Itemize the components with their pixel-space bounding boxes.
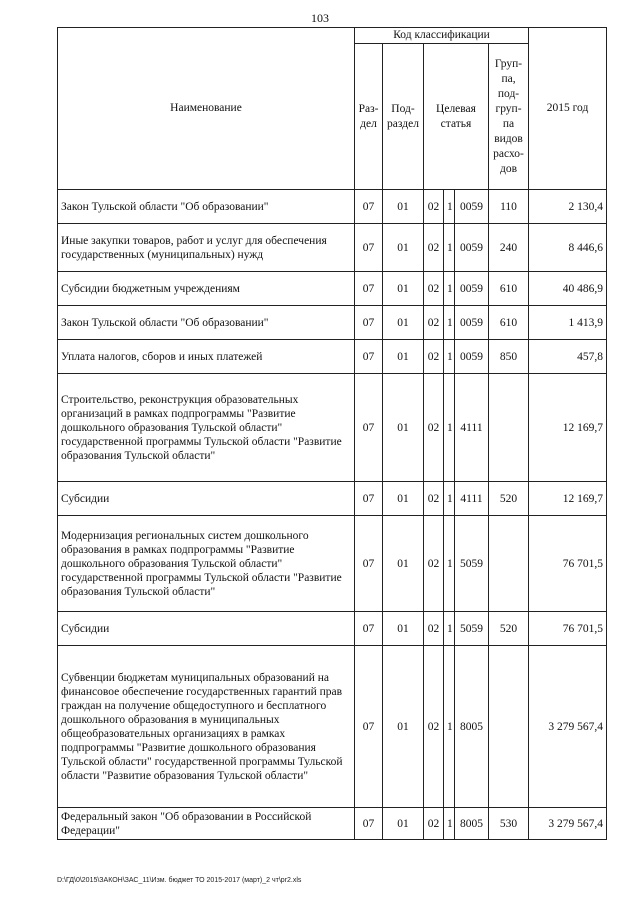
header-name: Наименование (58, 28, 355, 190)
row-target-program: 02 (424, 612, 444, 646)
header-row-top (58, 28, 607, 44)
table-row (58, 340, 607, 374)
row-subsection: 01 (383, 612, 424, 646)
row-amount: 3 279 567,4 (529, 646, 607, 808)
row-section: 07 (355, 646, 383, 808)
row-target-direction: 8005 (455, 646, 489, 808)
row-subsection: 01 (383, 808, 424, 840)
row-name: Субсидии (58, 612, 355, 646)
table-row (58, 306, 607, 340)
row-amount: 2 130,4 (529, 190, 607, 224)
table-row (58, 374, 607, 482)
row-target-program: 02 (424, 340, 444, 374)
row-target-direction: 0059 (455, 224, 489, 272)
row-target-program: 02 (424, 272, 444, 306)
row-expense-type (489, 374, 529, 482)
row-target-direction: 0059 (455, 190, 489, 224)
row-expense-type: 110 (489, 190, 529, 224)
row-subsection: 01 (383, 224, 424, 272)
row-expense-type: 240 (489, 224, 529, 272)
row-target-subprogram: 1 (444, 340, 455, 374)
table-row (58, 482, 607, 516)
footer-file-path: D:\ГД\0\2015\ЗАКОН\ЗАС_11\Изм. бюджет ТО 2015-2017 (март)_2 чт\pr2.xls (57, 877, 302, 884)
row-subsection: 01 (383, 482, 424, 516)
header-group: Груп-па, под-груп-па видов расхо-дов (489, 44, 529, 190)
row-target-subprogram: 1 (444, 272, 455, 306)
row-expense-type (489, 516, 529, 612)
row-section: 07 (355, 272, 383, 306)
row-target-direction: 0059 (455, 340, 489, 374)
row-target-subprogram: 1 (444, 374, 455, 482)
row-target-program: 02 (424, 516, 444, 612)
row-section: 07 (355, 340, 383, 374)
row-target-direction: 4111 (455, 482, 489, 516)
row-subsection: 01 (383, 374, 424, 482)
row-subsection: 01 (383, 646, 424, 808)
row-section: 07 (355, 374, 383, 482)
row-expense-type (489, 646, 529, 808)
row-amount: 76 701,5 (529, 516, 607, 612)
row-name: Субвенции бюджетам муниципальных образований на финансовое обеспечение государственных гарантий прав граждан на получение общедоступного и бесплатного дошкольного образования в муниципальных общеобразовательных организациях в рамках подпрограммы "Развитие дошкольного образования Тульской области" государственной программы Тульской области "Развитие образования Тульской области" (58, 646, 355, 808)
row-amount: 8 446,6 (529, 224, 607, 272)
row-section: 07 (355, 482, 383, 516)
row-expense-type: 610 (489, 306, 529, 340)
row-amount: 76 701,5 (529, 612, 607, 646)
row-subsection: 01 (383, 340, 424, 374)
row-section: 07 (355, 808, 383, 840)
row-target-subprogram: 1 (444, 224, 455, 272)
row-expense-type: 520 (489, 612, 529, 646)
page-number: 103 (311, 11, 329, 25)
row-name: Субсидии (58, 482, 355, 516)
row-expense-type: 530 (489, 808, 529, 840)
row-name: Закон Тульской области "Об образовании" (58, 306, 355, 340)
row-target-direction: 8005 (455, 808, 489, 840)
row-target-program: 02 (424, 482, 444, 516)
row-amount: 12 169,7 (529, 482, 607, 516)
row-target-direction: 5059 (455, 612, 489, 646)
header-target: Целевая статья (424, 44, 489, 190)
row-name: Строительство, реконструкция образовательных организаций в рамках подпрограммы "Развитие дошкольного образования Тульской области" государственной программы Тульской области "Развитие образования Тульской области" (58, 374, 355, 482)
row-target-program: 02 (424, 306, 444, 340)
row-target-subprogram: 1 (444, 646, 455, 808)
row-section: 07 (355, 612, 383, 646)
table-row (58, 224, 607, 272)
row-amount: 40 486,9 (529, 272, 607, 306)
row-name: Федеральный закон "Об образовании в Российской Федерации" (58, 808, 355, 840)
row-amount: 457,8 (529, 340, 607, 374)
row-target-direction: 5059 (455, 516, 489, 612)
row-target-program: 02 (424, 224, 444, 272)
row-target-program: 02 (424, 374, 444, 482)
row-section: 07 (355, 224, 383, 272)
row-name: Субсидии бюджетным учреждениям (58, 272, 355, 306)
row-subsection: 01 (383, 306, 424, 340)
row-expense-type: 520 (489, 482, 529, 516)
header-section: Раз-дел (355, 44, 383, 190)
row-target-subprogram: 1 (444, 516, 455, 612)
table-row (58, 516, 607, 612)
row-target-subprogram: 1 (444, 808, 455, 840)
row-target-subprogram: 1 (444, 190, 455, 224)
row-section: 07 (355, 306, 383, 340)
row-subsection: 01 (383, 272, 424, 306)
row-target-subprogram: 1 (444, 612, 455, 646)
header-subsection: Под-раздел (383, 44, 424, 190)
row-expense-type: 850 (489, 340, 529, 374)
row-amount: 12 169,7 (529, 374, 607, 482)
row-section: 07 (355, 516, 383, 612)
row-name: Закон Тульской области "Об образовании" (58, 190, 355, 224)
row-name: Модернизация региональных систем дошкольного образования в рамках подпрограммы "Развитие дошкольного образования Тульской области" государственной программы Тульской области "Развитие образования Тульской области" (58, 516, 355, 612)
row-target-program: 02 (424, 808, 444, 840)
row-expense-type: 610 (489, 272, 529, 306)
row-target-subprogram: 1 (444, 306, 455, 340)
header-year: 2015 год (529, 28, 607, 190)
row-target-direction: 0059 (455, 306, 489, 340)
budget-table (57, 27, 607, 840)
row-name: Иные закупки товаров, работ и услуг для обеспечения государственных (муниципальных) нужд (58, 224, 355, 272)
table-body (58, 190, 607, 840)
row-name: Уплата налогов, сборов и иных платежей (58, 340, 355, 374)
table-row (58, 612, 607, 646)
row-target-direction: 0059 (455, 272, 489, 306)
table-row (58, 272, 607, 306)
row-target-direction: 4111 (455, 374, 489, 482)
table-row (58, 190, 607, 224)
table-row (58, 808, 607, 840)
table-row (58, 646, 607, 808)
row-subsection: 01 (383, 516, 424, 612)
row-target-program: 02 (424, 646, 444, 808)
row-target-subprogram: 1 (444, 482, 455, 516)
row-amount: 1 413,9 (529, 306, 607, 340)
row-subsection: 01 (383, 190, 424, 224)
header-classification: Код классификации (355, 28, 529, 44)
row-target-program: 02 (424, 190, 444, 224)
row-section: 07 (355, 190, 383, 224)
row-amount: 3 279 567,4 (529, 808, 607, 840)
